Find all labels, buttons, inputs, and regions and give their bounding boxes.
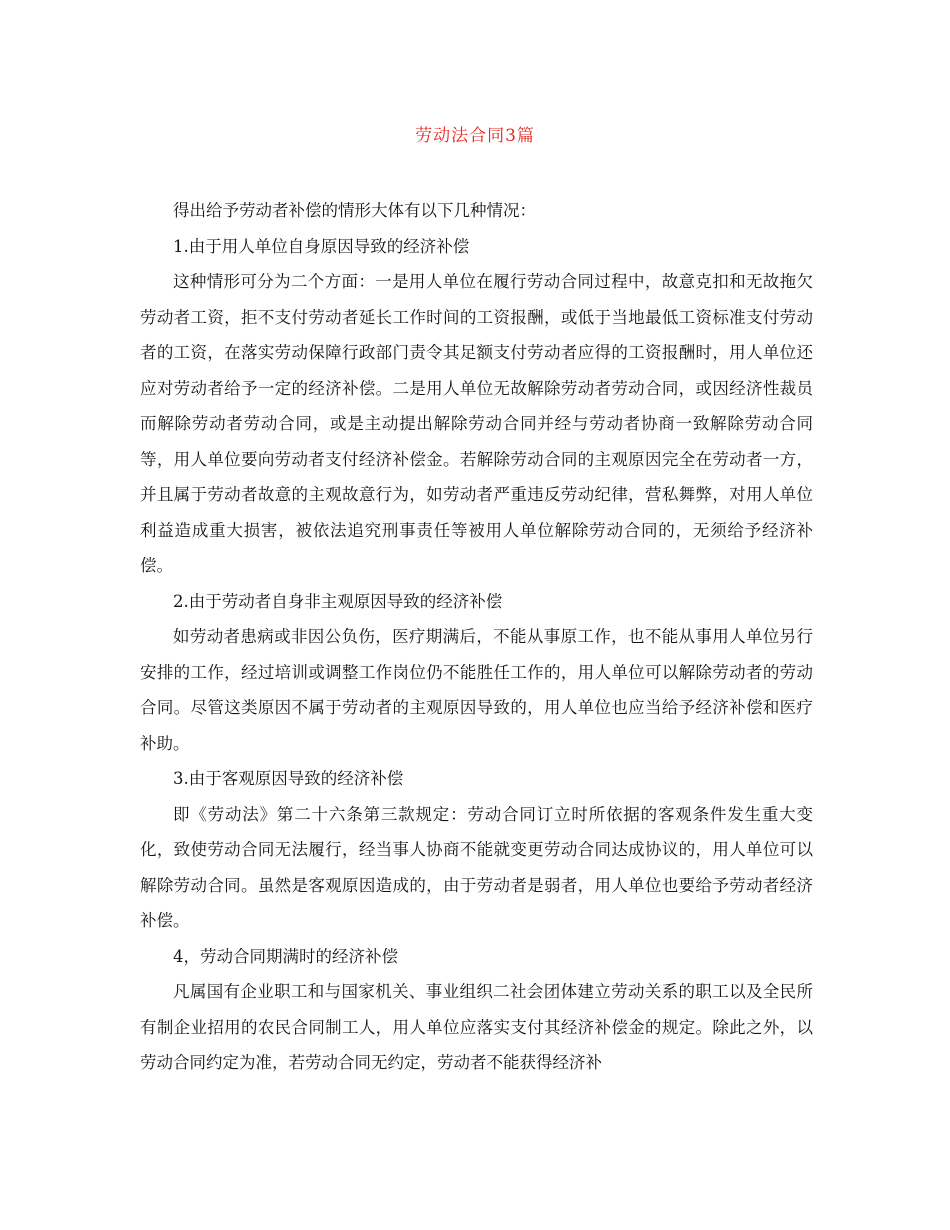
section-heading-4: 4，劳动合同期满时的经济补偿 bbox=[173, 946, 398, 966]
section-heading-2: 2.由于劳动者自身非主观原因导致的经济补偿 bbox=[173, 591, 503, 611]
section-heading-1: 1.由于用人单位自身原因导致的经济补偿 bbox=[173, 236, 470, 256]
paragraph-intro: 得出给予劳动者补偿的情形大体有以下几种情况： bbox=[173, 201, 536, 220]
paragraph-section-1: 这种情形可分为二个方面：一是用人单位在履行劳动合同过程中，故意克扣和无故拖欠劳动者工资，拒不支付劳动者延长工作时间的工资报酬，或低于当地最低工资标准支付劳动者的工资，在落实劳动保障行政部门责令其足额支付劳动者应得的工资报酬时，用人单位还应对劳动者给予一定的经济补偿。二是用人单位无故解除劳动者劳动合同，或因经济性裁员而解除劳动者劳动合同，或是主动提出解除劳动合同并经与劳动者协商一致解除劳动合同等，用人单位要向劳动者支付经济补偿金。若解除劳动合同的主观原因完全在劳动者一方，并且属于劳动者故意的主观故意行为，如劳动者严重违反劳动纪律，营私舞弊，对用人单位利益造成重大损害，被依法追究刑事责任等被用人单位解除劳动合同的，无须给予经济补偿。 bbox=[140, 272, 813, 575]
paragraph-section-2: 如劳动者患病或非因公负伤，医疗期满后，不能从事原工作，也不能从事用人单位另行安排的工作，经过培训或调整工作岗位仍不能胜任工作的，用人单位可以解除劳动者的劳动合同。尽管这类原因不属于劳动者的主观原因导致的，用人单位也应当给予经济补偿和医疗补助。 bbox=[140, 627, 813, 753]
paragraph-section-3: 即《劳动法》第二十六条第三款规定：劳动合同订立时所依据的客观条件发生重大变化，致使劳动合同无法履行，经当事人协商不能就变更劳动合同达成协议的，用人单位可以解除劳动合同。虽然是客观原因造成的，由于劳动者是弱者，用人单位也要给予劳动者经济补偿。 bbox=[140, 804, 813, 930]
paragraph-section-4: 凡属国有企业职工和与国家机关、事业组织二社会团体建立劳动关系的职工以及全民所有制企业招用的农民合同制工人，用人单位应落实支付其经济补偿金的规定。除此之外，以劳动合同约定为准，若劳动合同无约定，劳动者不能获得经济补 bbox=[140, 982, 813, 1072]
document-title: 劳动法合同3篇 bbox=[415, 126, 535, 146]
document-body bbox=[140, 193, 813, 1081]
section-heading-3: 3.由于客观原因导致的经济补偿 bbox=[173, 769, 404, 788]
